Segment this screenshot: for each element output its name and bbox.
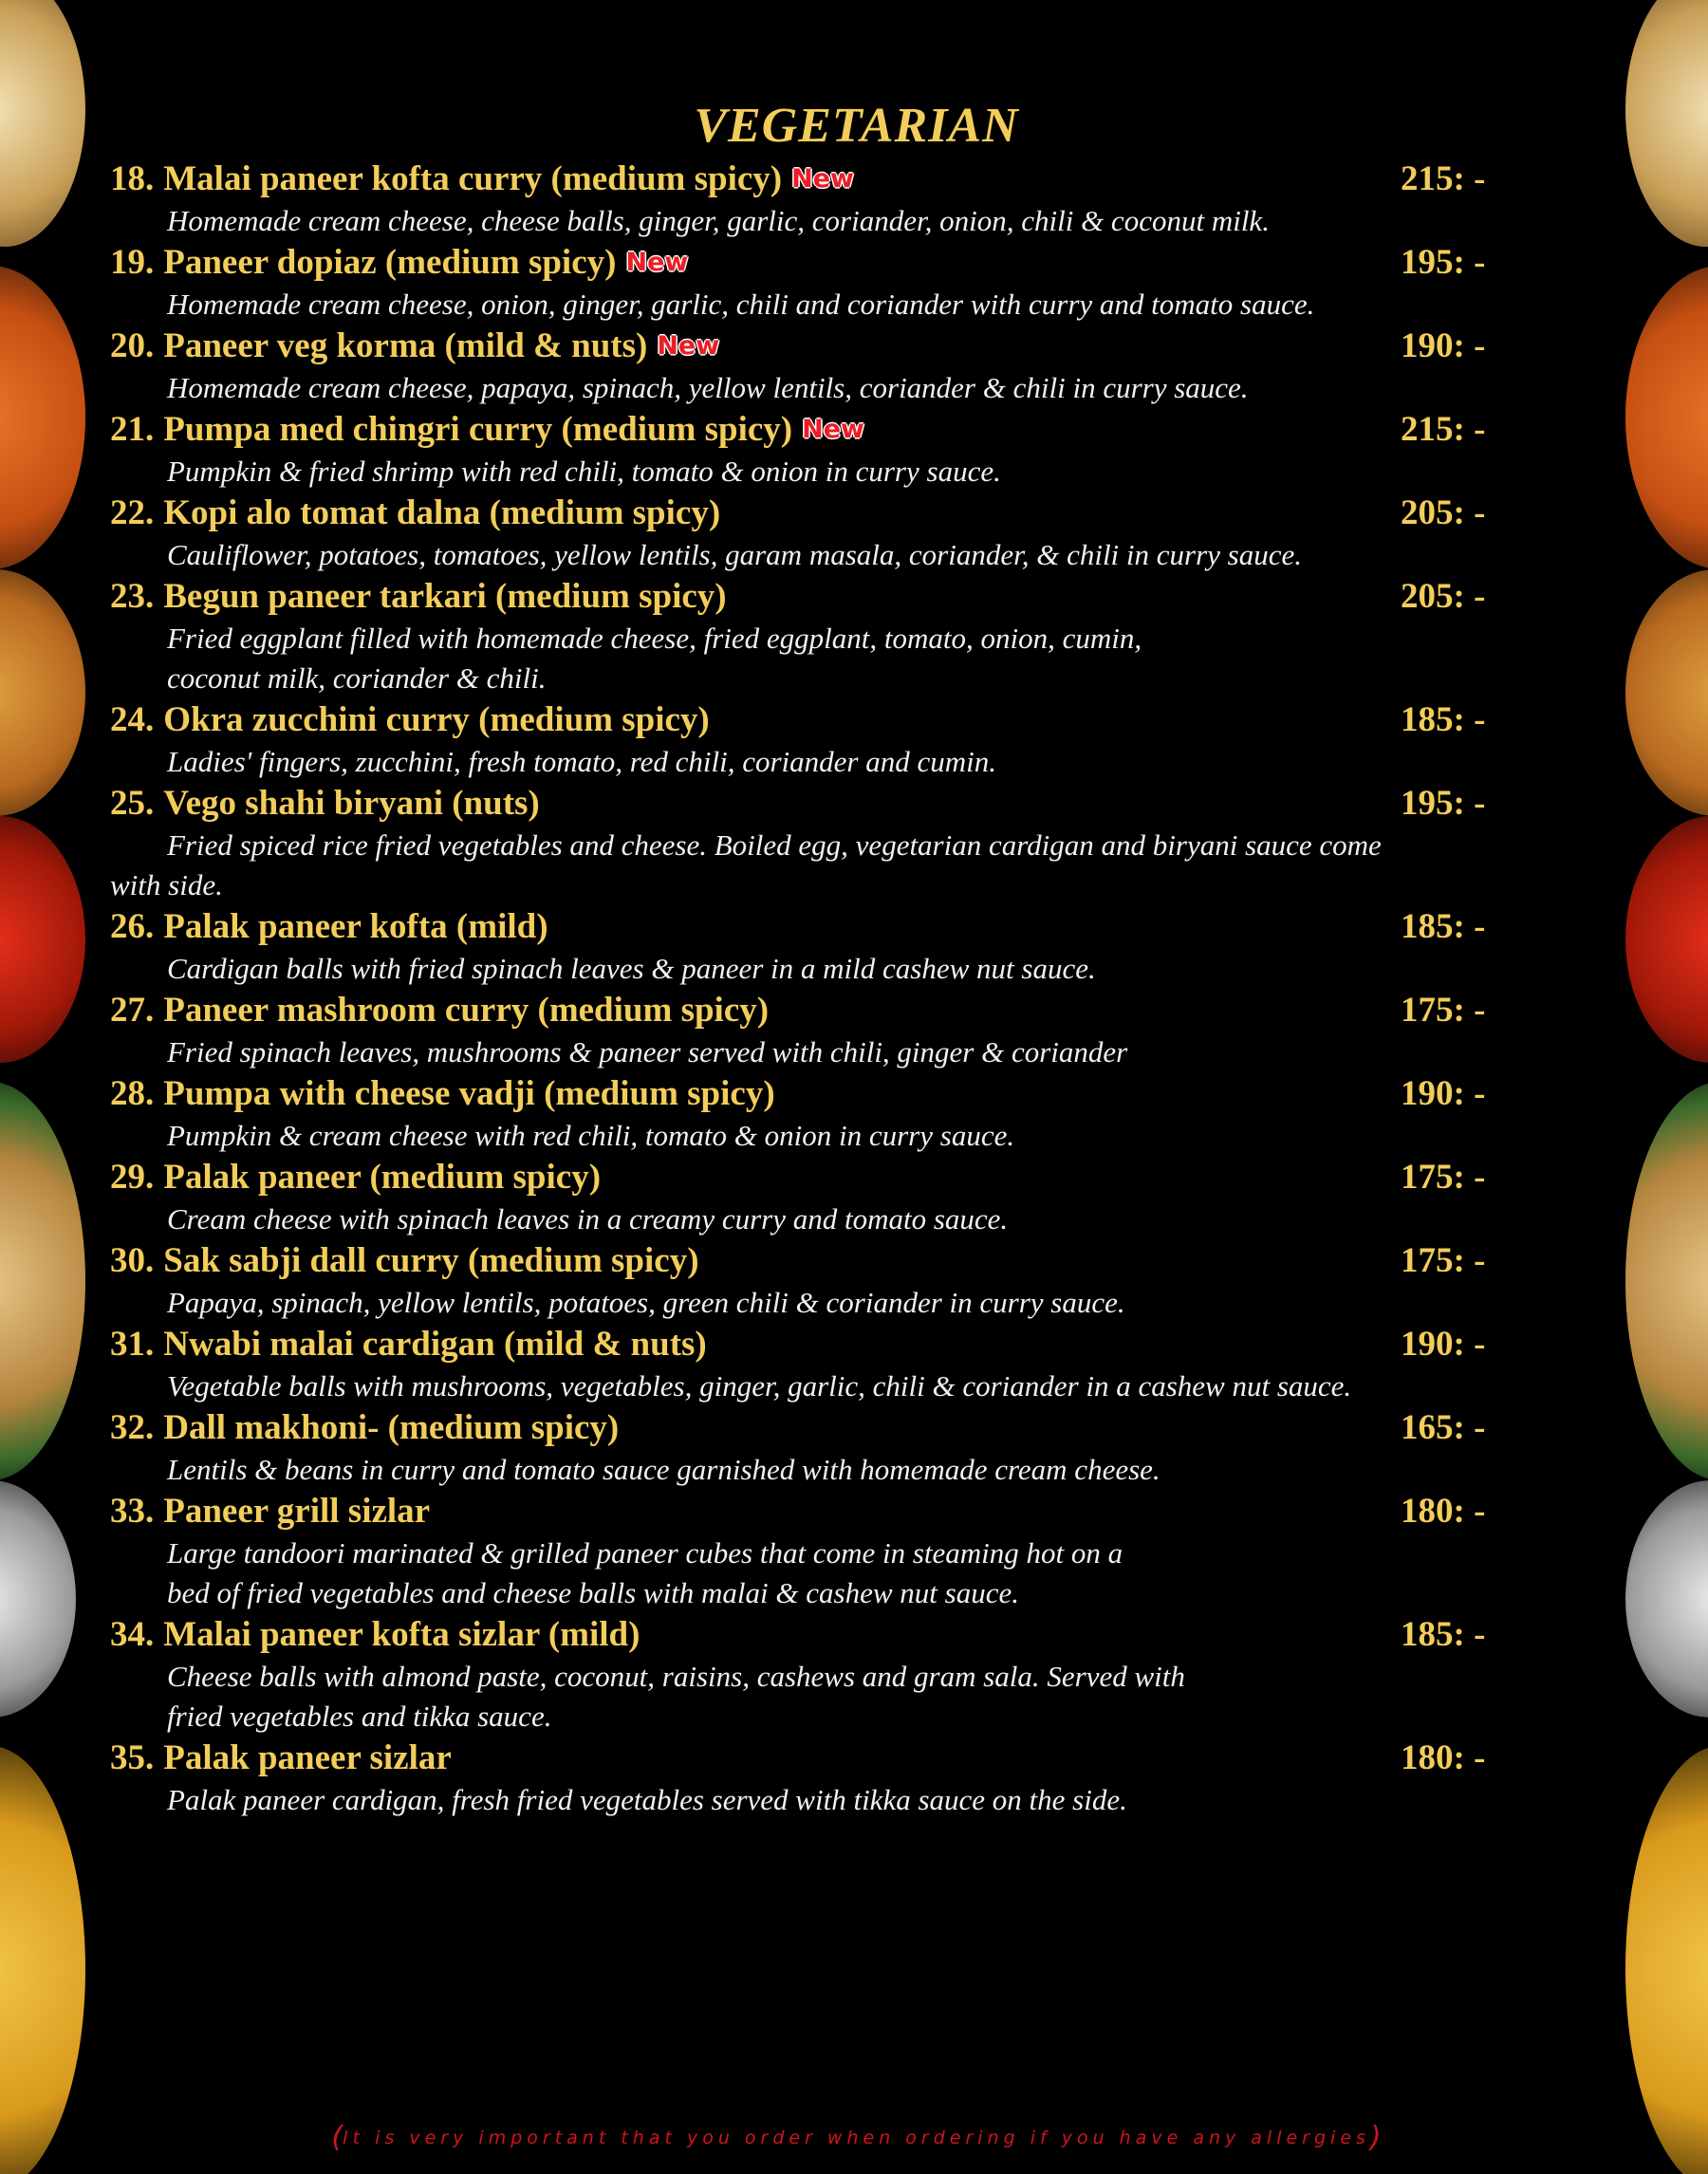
menu-item-header <box>110 905 1590 949</box>
menu-item-number: 33. <box>110 1492 155 1531</box>
menu-item-description: Pumpkin & cream cheese with red chili, tomato & onion in curry sauce. <box>167 1119 1015 1152</box>
menu-item <box>110 782 1590 905</box>
menu-item-description: Pumpkin & fried shrimp with red chili, tomato & onion in curry sauce. <box>167 455 1001 488</box>
rice-dish-image <box>1625 0 1708 247</box>
tomato-dish-image <box>0 816 85 1063</box>
menu-item-name: Okra zucchini curry (medium spicy) <box>163 700 710 739</box>
menu-item <box>110 325 1590 408</box>
naan-bread-image <box>1625 1082 1708 1480</box>
food-photo-strip-right <box>1625 0 1708 2174</box>
menu-item-number: 29. <box>110 1158 155 1197</box>
menu-item-list <box>110 158 1590 1820</box>
menu-item <box>110 989 1590 1072</box>
menu-item-number: 31. <box>110 1325 155 1364</box>
new-badge: New <box>625 248 689 277</box>
menu-item-number: 27. <box>110 991 155 1030</box>
menu-item-description: Large tandoori marinated & grilled paneer cubes that come in steaming hot on a bed of fried vegetables and cheese balls with malai & cashew nut sauce. <box>167 1536 1123 1609</box>
menu-item-number: 20. <box>110 326 155 365</box>
menu-item-header <box>110 241 1590 285</box>
menu-item-description: Palak paneer cardigan, fresh fried vegetables served with tikka sauce on the side. <box>167 1783 1127 1816</box>
menu-item <box>110 698 1590 782</box>
menu-item <box>110 492 1590 575</box>
menu-item-name: Begun paneer tarkari (medium spicy) <box>163 577 727 616</box>
naan-bread-image <box>0 1082 85 1480</box>
menu-item-number: 34. <box>110 1615 155 1654</box>
dal-bowl-image <box>0 1746 85 2174</box>
menu-item-price: 215: - <box>1401 410 1486 449</box>
dal-bowl-image <box>1625 1746 1708 2174</box>
menu-item-description: Vegetable balls with mushrooms, vegetables, ginger, garlic, chili & coriander in a cashew nut sauce. <box>167 1369 1352 1403</box>
menu-item-description: Papaya, spinach, yellow lentils, potatoes, green chili & coriander in curry sauce. <box>167 1286 1125 1319</box>
menu-item <box>110 1156 1590 1239</box>
menu-item-name: Pumpa with cheese vadji (medium spicy) <box>163 1074 775 1113</box>
new-badge: New <box>802 415 864 444</box>
menu-item <box>110 158 1590 241</box>
menu-item-header <box>110 1239 1590 1283</box>
menu-item-price: 180: - <box>1401 1738 1486 1777</box>
menu-item-name: Palak paneer sizlar <box>163 1738 452 1777</box>
open-paren: ( <box>331 2121 343 2154</box>
menu-item-name: Dall makhoni- (medium spicy) <box>163 1408 620 1447</box>
page-title: VEGETARIAN <box>694 98 1019 153</box>
menu-item-header <box>110 1490 1590 1533</box>
menu-item-description: Cardigan balls with fried spinach leaves & paneer in a mild cashew nut sauce. <box>167 952 1096 985</box>
menu-item <box>110 241 1590 325</box>
menu-item-number: 35. <box>110 1738 155 1777</box>
menu-item-description: Cheese balls with almond paste, coconut, raisins, cashews and gram sala. Served with fried vegetables and tikka sauce. <box>167 1660 1185 1733</box>
menu-item-header <box>110 492 1590 535</box>
menu-item-name: Vego shahi biryani (nuts) <box>163 784 540 823</box>
menu-item-number: 32. <box>110 1408 155 1447</box>
menu-item-price: 175: - <box>1401 991 1486 1030</box>
menu-item-price: 215: - <box>1401 159 1486 198</box>
menu-item-number: 22. <box>110 493 155 532</box>
snack-bowl-image <box>0 569 85 816</box>
allergy-note <box>87 2121 1625 2154</box>
menu-item-header <box>110 1737 1590 1780</box>
menu-item-header <box>110 408 1590 452</box>
menu-item-description: Homemade cream cheese, papaya, spinach, yellow lentils, coriander & chili in curry sauce. <box>167 371 1249 404</box>
menu-item-number: 21. <box>110 410 155 449</box>
menu-item-number: 26. <box>110 907 155 946</box>
menu-item <box>110 408 1590 492</box>
menu-item-price: 190: - <box>1401 326 1486 365</box>
menu-item-header <box>110 158 1590 201</box>
menu-item-name: Pumpa med chingri curry (medium spicy) <box>163 410 793 449</box>
menu-item-header <box>110 1072 1590 1116</box>
menu-item-number: 23. <box>110 577 155 616</box>
curry-bowl-image <box>1625 266 1708 569</box>
menu-item-header <box>110 782 1590 826</box>
menu-item-number: 19. <box>110 243 155 282</box>
menu-item-description: Fried eggplant filled with homemade cheese, fried eggplant, tomato, onion, cumin, coconut milk, coriander & chili. <box>167 622 1142 695</box>
menu-item-price: 190: - <box>1401 1074 1486 1113</box>
menu-item-header <box>110 698 1590 742</box>
menu-item-header <box>110 1323 1590 1366</box>
menu-item-name: Paneer veg korma (mild & nuts) <box>163 326 648 365</box>
menu-item-header <box>110 989 1590 1032</box>
menu-item-header <box>110 575 1590 619</box>
menu-item-description: Ladies' fingers, zucchini, fresh tomato, red chili, coriander and cumin. <box>167 745 996 778</box>
menu-item-name: Paneer dopiaz (medium spicy) <box>163 243 617 282</box>
menu-item <box>110 575 1590 698</box>
tomato-dish-image <box>1625 816 1708 1063</box>
menu-item-description: Fried spinach leaves, mushrooms & paneer served with chili, ginger & coriander <box>167 1035 1128 1068</box>
menu-item-number: 28. <box>110 1074 155 1113</box>
new-badge: New <box>791 164 854 194</box>
menu-item-price: 185: - <box>1401 1615 1486 1654</box>
snack-bowl-image <box>1625 569 1708 816</box>
new-badge: New <box>657 331 720 361</box>
menu-item-price: 205: - <box>1401 493 1486 532</box>
menu-item-number: 18. <box>110 159 155 198</box>
rice-bowl-image <box>1625 1480 1708 1718</box>
rice-dish-image <box>0 0 85 247</box>
menu-item <box>110 1613 1590 1737</box>
menu-item-header <box>110 325 1590 368</box>
menu-item-price: 165: - <box>1401 1408 1486 1447</box>
menu-item-price: 175: - <box>1401 1241 1486 1280</box>
menu-item-price: 195: - <box>1401 243 1486 282</box>
menu-item-name: Paneer mashroom curry (medium spicy) <box>163 991 770 1030</box>
menu-item-name: Palak paneer (medium spicy) <box>163 1158 602 1197</box>
menu-panel <box>87 0 1625 2174</box>
menu-item-name: Palak paneer kofta (mild) <box>163 907 548 946</box>
menu-item <box>110 1406 1590 1490</box>
food-photo-strip-left <box>0 0 87 2174</box>
menu-item-price: 180: - <box>1401 1492 1486 1531</box>
menu-item-price: 190: - <box>1401 1325 1486 1364</box>
menu-item-number: 25. <box>110 784 155 823</box>
menu-item-description: Fried spiced rice fried vegetables and cheese. Boiled egg, vegetarian cardigan and biryani sauce come with side. <box>110 828 1382 901</box>
menu-item-name: Sak sabji dall curry (medium spicy) <box>163 1241 699 1280</box>
menu-item-name: Malai paneer kofta curry (medium spicy) <box>163 159 783 198</box>
menu-item <box>110 1323 1590 1406</box>
menu-item-number: 24. <box>110 700 155 739</box>
menu-item <box>110 1239 1590 1323</box>
menu-item-description: Lentils & beans in curry and tomato sauce garnished with homemade cream cheese. <box>167 1453 1160 1486</box>
allergy-note-text: It is very important that you order when ordering if you have any allergies <box>343 2128 1370 2148</box>
menu-item-name: Nwabi malai cardigan (mild & nuts) <box>163 1325 707 1364</box>
menu-item-price: 205: - <box>1401 577 1486 616</box>
menu-item-number: 30. <box>110 1241 155 1280</box>
rice-bowl-image <box>0 1480 76 1718</box>
menu-item-price: 195: - <box>1401 784 1486 823</box>
menu-item <box>110 905 1590 989</box>
menu-item-description: Cauliflower, potatoes, tomatoes, yellow lentils, garam masala, coriander, & chili in curry sauce. <box>167 538 1303 571</box>
menu-item-header <box>110 1613 1590 1657</box>
menu-item-header <box>110 1406 1590 1450</box>
curry-bowl-image <box>0 266 85 569</box>
menu-item-description: Cream cheese with spinach leaves in a creamy curry and tomato sauce. <box>167 1202 1009 1236</box>
menu-item <box>110 1490 1590 1613</box>
close-paren: ) <box>1369 2121 1382 2154</box>
menu-item-name: Malai paneer kofta sizlar (mild) <box>163 1615 640 1654</box>
menu-item-description: Homemade cream cheese, onion, ginger, garlic, chili and coriander with curry and tomato sauce. <box>167 288 1315 321</box>
menu-item-name: Kopi alo tomat dalna (medium spicy) <box>163 493 721 532</box>
menu-item-price: 185: - <box>1401 907 1486 946</box>
menu-item-header <box>110 1156 1590 1199</box>
menu-item-description: Homemade cream cheese, cheese balls, ginger, garlic, coriander, onion, chili & coconut milk. <box>167 204 1270 237</box>
menu-item <box>110 1737 1590 1820</box>
menu-item <box>110 1072 1590 1156</box>
menu-item-name: Paneer grill sizlar <box>163 1492 431 1531</box>
menu-item-price: 185: - <box>1401 700 1486 739</box>
menu-item-price: 175: - <box>1401 1158 1486 1197</box>
